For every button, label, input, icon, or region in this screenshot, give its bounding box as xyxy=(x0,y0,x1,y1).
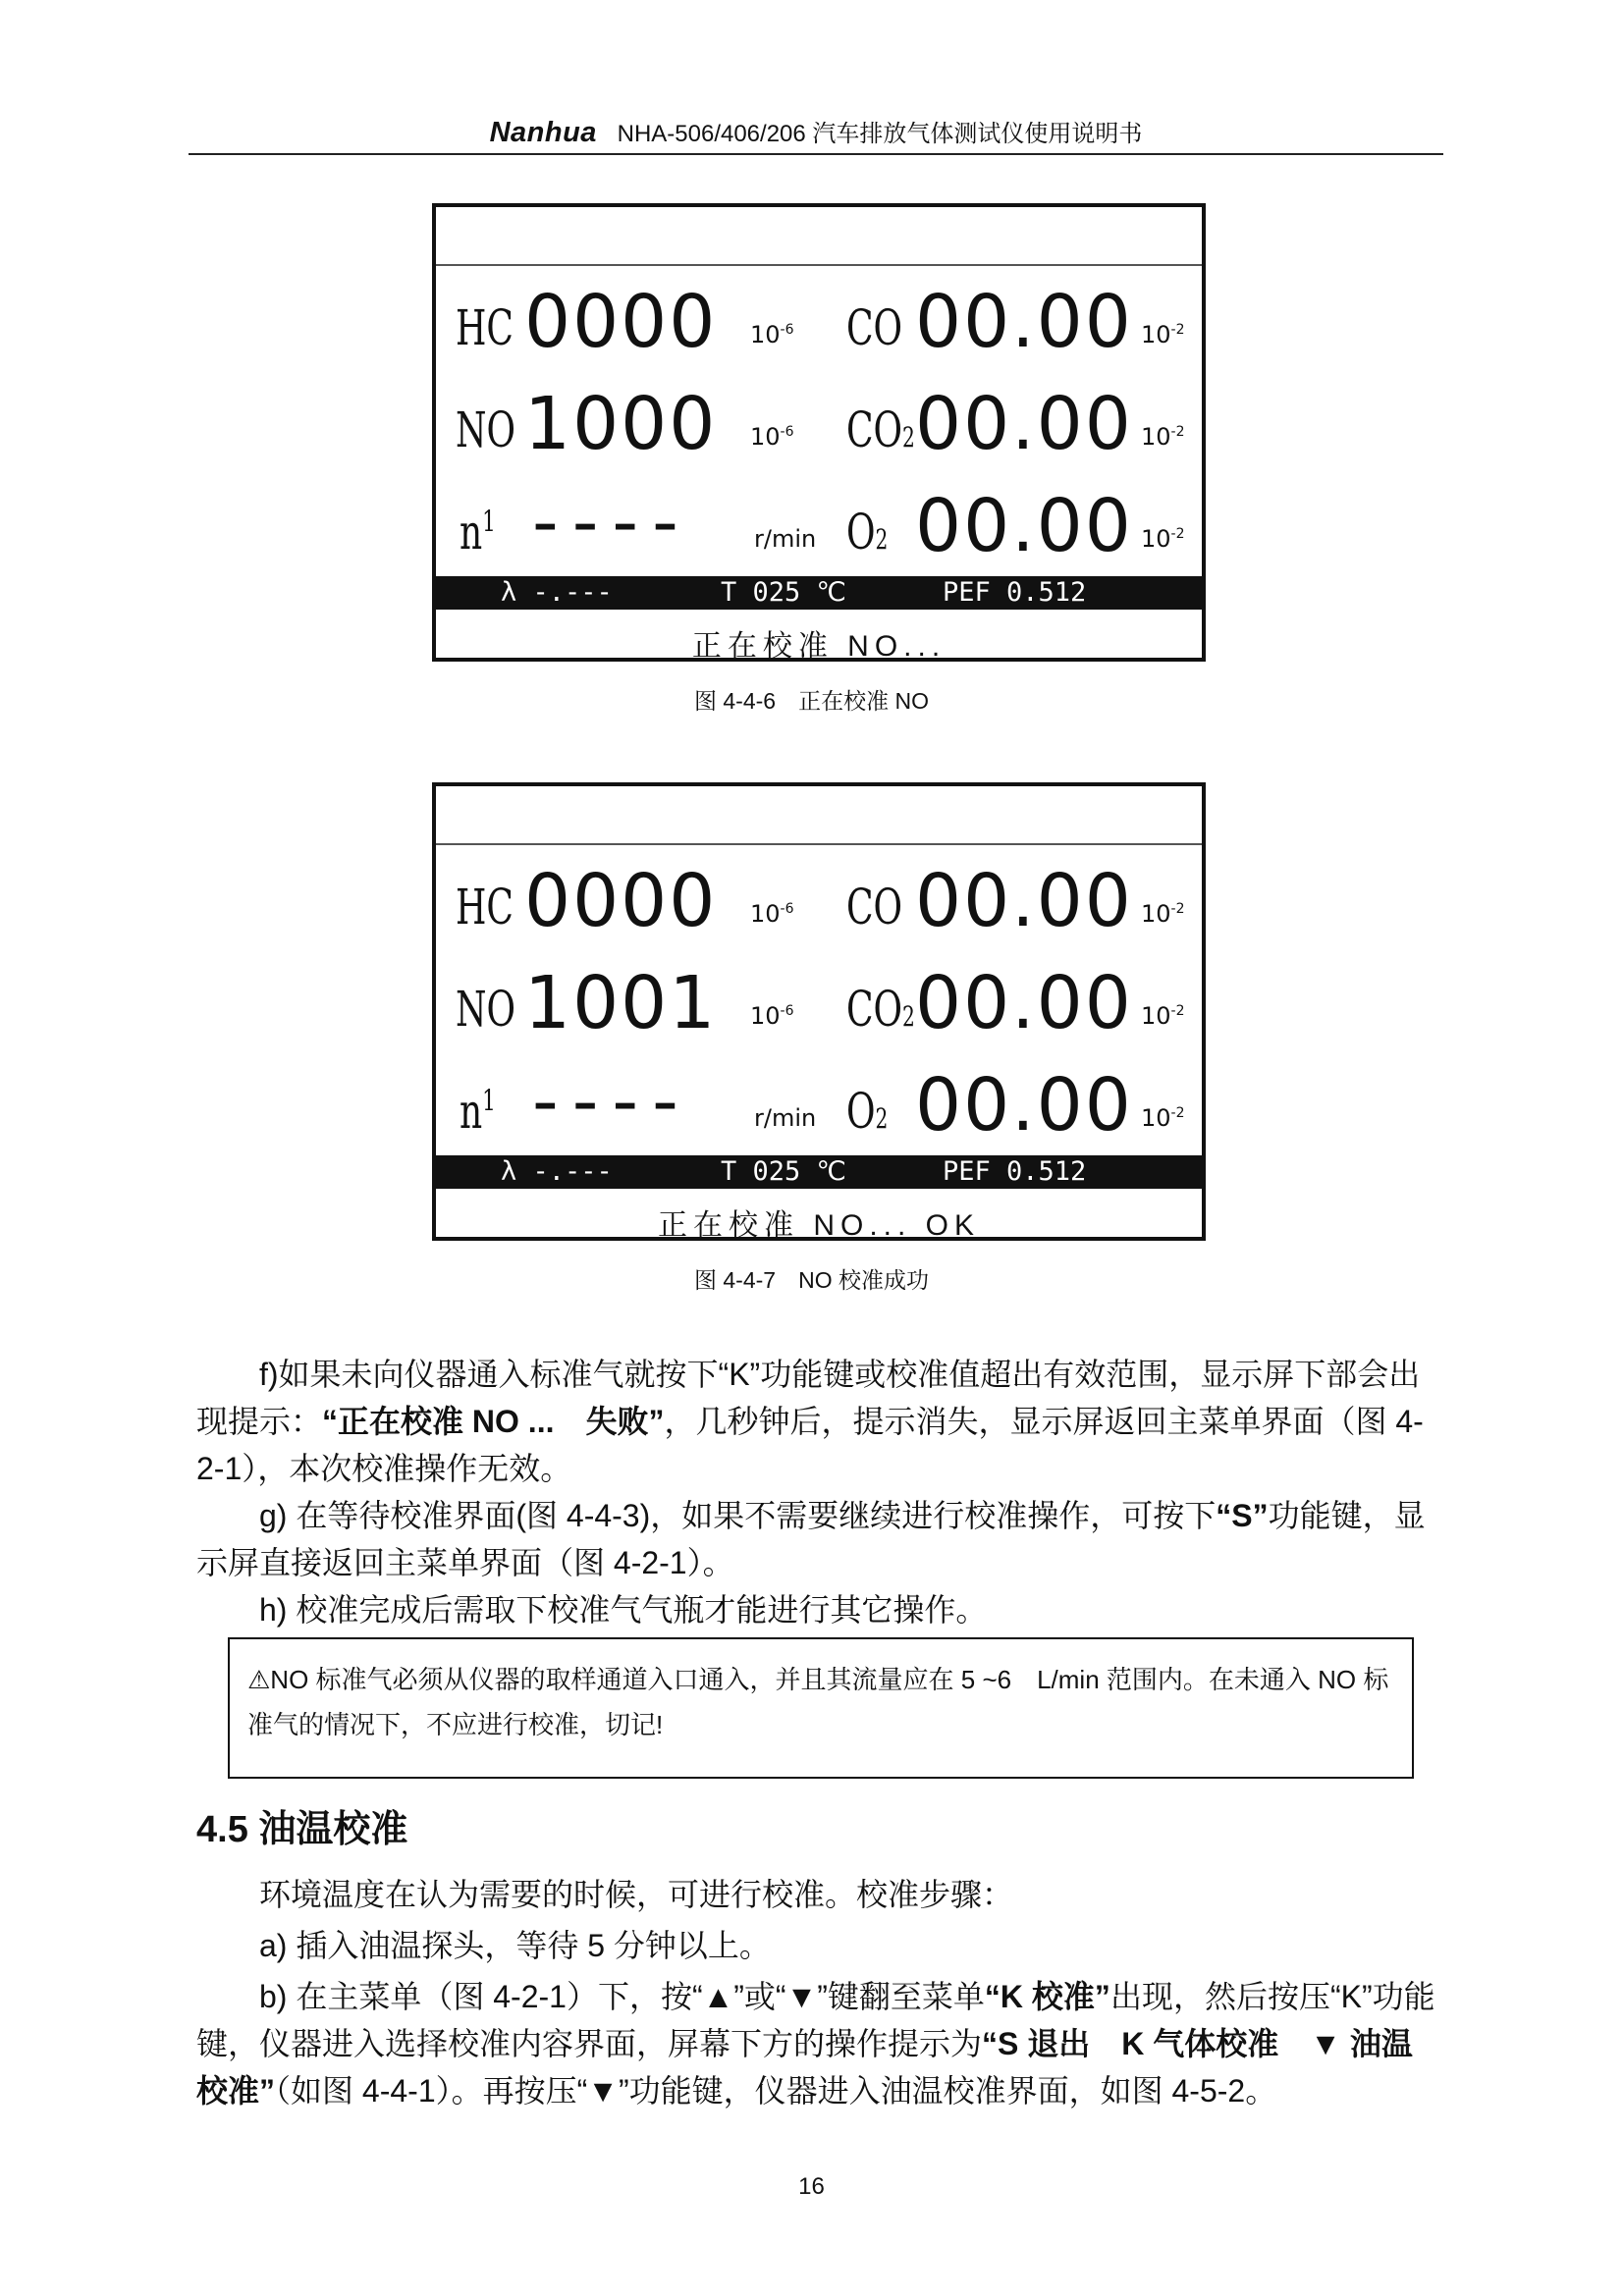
page-header xyxy=(189,110,1443,155)
lcd-row-rpm-o2 xyxy=(436,478,1202,576)
o2-value: 00.00 xyxy=(915,484,1133,568)
rpm-unit: r/min xyxy=(754,1104,817,1132)
lcd-status-bar xyxy=(436,1155,1202,1189)
rpm-label: $n^1$ xyxy=(460,504,496,561)
lcd-screen-success xyxy=(432,782,1206,1241)
paragraph-f-text-2: ，几秒钟后，提示消失，显示屏返回主菜单界面（图 4-2-1），本次校准操作无效。 xyxy=(196,1404,1424,1486)
lcd-top-area xyxy=(436,786,1202,845)
section-heading: 4.5 油温校准 xyxy=(196,1809,408,1850)
lcd-top-area xyxy=(436,207,1202,266)
hc-label: HC xyxy=(456,879,514,935)
temperature-readout: T 025 ℃ xyxy=(721,577,846,608)
warning-box: ⚠NO 标准气必须从仪器的取样通道入口通入，并且其流量应在 5 ~6 L/min 范围内。在未通入 NO 标准气的情况下，不应进行校准，切记! xyxy=(228,1637,1414,1779)
paragraph-b-text-3: （如图 4-4-1）。再按压“▼”功能键，仪器进入油温校准界面，如图 4-5-2。 xyxy=(275,2073,1277,2109)
paragraph-b-bold-2: “S 退出 K 气体校准 ▼ 油温校准” xyxy=(196,2026,1413,2109)
lcd-message: 正在校准 NO... OK xyxy=(657,1209,981,1242)
o2-value: 00.00 xyxy=(915,1063,1133,1148)
paragraph-f-text-1: f)如果未向仪器通入标准气就按下“K”功能键或校准值超出有效范围，显示屏下部会出现提示： xyxy=(196,1357,1421,1439)
no-unit: $10^{-6}$ xyxy=(750,1002,794,1030)
co2-label: CO2 xyxy=(846,981,915,1038)
paragraph-g-text-1: g) 在等待校准界面(图 4-4-3)，如果不需要继续进行校准操作，可按下 xyxy=(259,1498,1217,1533)
co-unit: $10^{-2}$ xyxy=(1141,321,1185,348)
figure-caption-2: 图 4-4-7 NO 校准成功 xyxy=(694,1267,929,1293)
figure-caption-1: 图 4-4-6 正在校准 NO xyxy=(694,688,929,714)
hc-label: HC xyxy=(456,299,514,356)
co2-label: CO2 xyxy=(846,401,915,458)
paragraph-intro: 环境温度在认为需要的时候，可进行校准。校准步骤： xyxy=(259,1877,1014,1912)
lcd-row-rpm-o2 xyxy=(436,1057,1202,1155)
lcd-row-no-co2 xyxy=(436,955,1202,1053)
paragraph-f xyxy=(196,1351,1443,1492)
paragraph-h: h) 校准完成后需取下校准气气瓶才能进行其它操作。 xyxy=(259,1592,988,1628)
co2-value: 00.00 xyxy=(915,382,1133,466)
paragraph-g xyxy=(196,1492,1443,1586)
hc-unit: $10^{-6}$ xyxy=(750,321,794,348)
paragraph-a: a) 插入油温探头，等待 5 分钟以上。 xyxy=(259,1928,771,1963)
brand-logo: Nanhua xyxy=(489,117,597,148)
o2-unit: $10^{-2}$ xyxy=(1141,1104,1185,1132)
paragraph-b-text-2: 出现，然后按压“K”功能键，仪器进入选择校准内容界面，屏幕下方的操作提示为 xyxy=(196,1979,1435,2061)
paragraph-g-text-2: 功能键，显示屏直接返回主菜单界面（图 4-2-1）。 xyxy=(196,1498,1426,1580)
co2-unit: $10^{-2}$ xyxy=(1141,1002,1185,1030)
hc-value: 0000 xyxy=(524,859,718,943)
co-value: 00.00 xyxy=(915,280,1133,364)
lcd-row-hc-co xyxy=(436,274,1202,372)
paragraph-b-text-1: b) 在主菜单（图 4-2-1）下，按“▲”或“▼”键翻至菜单 xyxy=(259,1979,985,2014)
o2-label: O2 xyxy=(846,504,889,561)
page-number: 16 xyxy=(798,2173,825,2200)
lcd-row-no-co2 xyxy=(436,376,1202,474)
lambda-readout: λ -.--- xyxy=(501,1156,613,1187)
pef-readout: PEF 0.512 xyxy=(943,577,1087,608)
no-value: 1001 xyxy=(524,961,718,1045)
temperature-readout: T 025 ℃ xyxy=(721,1156,846,1187)
lcd-status-bar xyxy=(436,576,1202,610)
o2-label: O2 xyxy=(846,1083,889,1140)
paragraph-g-bold: “S” xyxy=(1216,1498,1269,1533)
rpm-unit: r/min xyxy=(754,525,817,553)
co-unit: $10^{-2}$ xyxy=(1141,900,1185,928)
lcd-row-hc-co xyxy=(436,853,1202,951)
co2-value: 00.00 xyxy=(915,961,1133,1045)
no-unit: $10^{-6}$ xyxy=(750,423,794,451)
paragraph-f-bold: “正在校准 NO ... 失败” xyxy=(322,1404,665,1439)
co-label: CO xyxy=(846,879,903,935)
paragraph-b-bold-1: “K 校准” xyxy=(984,1979,1110,2014)
rpm-value: ---- xyxy=(532,480,692,564)
co-value: 00.00 xyxy=(915,859,1133,943)
rpm-label: $n^1$ xyxy=(460,1083,496,1140)
pef-readout: PEF 0.512 xyxy=(943,1156,1087,1187)
header-title: NHA-506/406/206 汽车排放气体测试仪使用说明书 xyxy=(617,121,1143,147)
no-value: 1000 xyxy=(524,382,718,466)
paragraph-b xyxy=(196,1973,1443,2114)
hc-unit: $10^{-6}$ xyxy=(750,900,794,928)
lcd-message: 正在校准 NO... xyxy=(691,630,947,663)
co-label: CO xyxy=(846,299,903,356)
lcd-screen-calibrating xyxy=(432,203,1206,662)
o2-unit: $10^{-2}$ xyxy=(1141,525,1185,553)
no-label: NO xyxy=(456,401,516,458)
co2-unit: $10^{-2}$ xyxy=(1141,423,1185,451)
hc-value: 0000 xyxy=(524,280,718,364)
rpm-value: ---- xyxy=(532,1059,692,1144)
no-label: NO xyxy=(456,981,516,1038)
lambda-readout: λ -.--- xyxy=(501,577,613,608)
